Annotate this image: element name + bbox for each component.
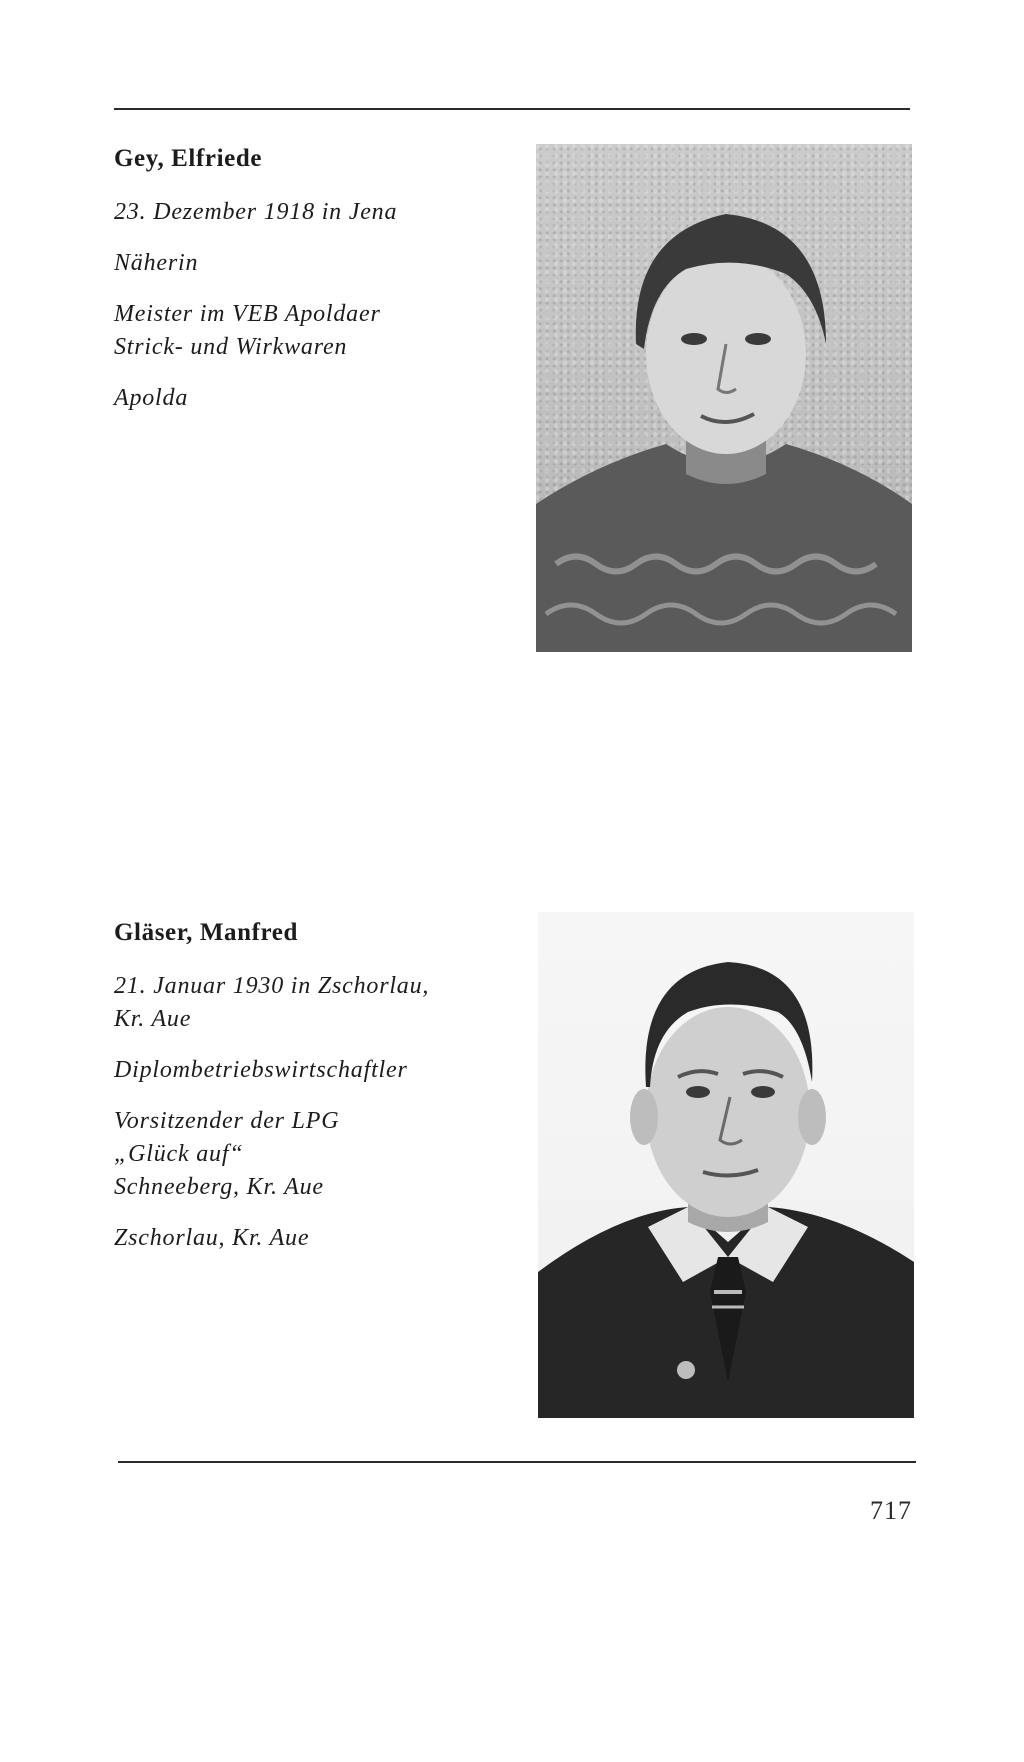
entry-occupation: Näherin bbox=[114, 250, 199, 276]
portrait-photo-man bbox=[538, 912, 914, 1418]
entry-gey-elfriede bbox=[114, 144, 514, 433]
entry-occupation: Diplombetriebswirtschaftler bbox=[114, 1057, 408, 1083]
entry-position-line: Strick- und Wirkwaren bbox=[114, 334, 348, 360]
bottom-rule bbox=[118, 1461, 916, 1463]
entry-birth bbox=[114, 970, 514, 1036]
page-number: 717 bbox=[870, 1496, 912, 1525]
entry-position-line: Meister im VEB Apoldaer bbox=[114, 301, 381, 327]
entry-position bbox=[114, 298, 514, 364]
top-rule bbox=[114, 108, 910, 110]
entry-birth: 23. Dezember 1918 in Jena bbox=[114, 199, 398, 225]
portrait-man-drawing bbox=[538, 912, 914, 1418]
portrait-photo-woman bbox=[536, 144, 912, 652]
entry-position-line: Vorsitzender der LPG bbox=[114, 1108, 340, 1134]
entry-name: Gläser, Manfred bbox=[114, 919, 298, 946]
entry-residence: Apolda bbox=[114, 385, 189, 411]
entry-name: Gey, Elfriede bbox=[114, 145, 263, 172]
entry-residence: Zschorlau, Kr. Aue bbox=[114, 1225, 310, 1251]
entry-birth-line: 21. Januar 1930 in Zschorlau, bbox=[114, 973, 430, 999]
entry-glaeser-manfred bbox=[114, 918, 514, 1273]
entry-position-line: „Glück auf“ bbox=[114, 1141, 244, 1167]
entry-position-line: Schneeberg, Kr. Aue bbox=[114, 1174, 324, 1200]
portrait-woman-drawing bbox=[536, 144, 912, 652]
entry-birth-line: Kr. Aue bbox=[114, 1006, 192, 1032]
entry-position bbox=[114, 1105, 514, 1204]
